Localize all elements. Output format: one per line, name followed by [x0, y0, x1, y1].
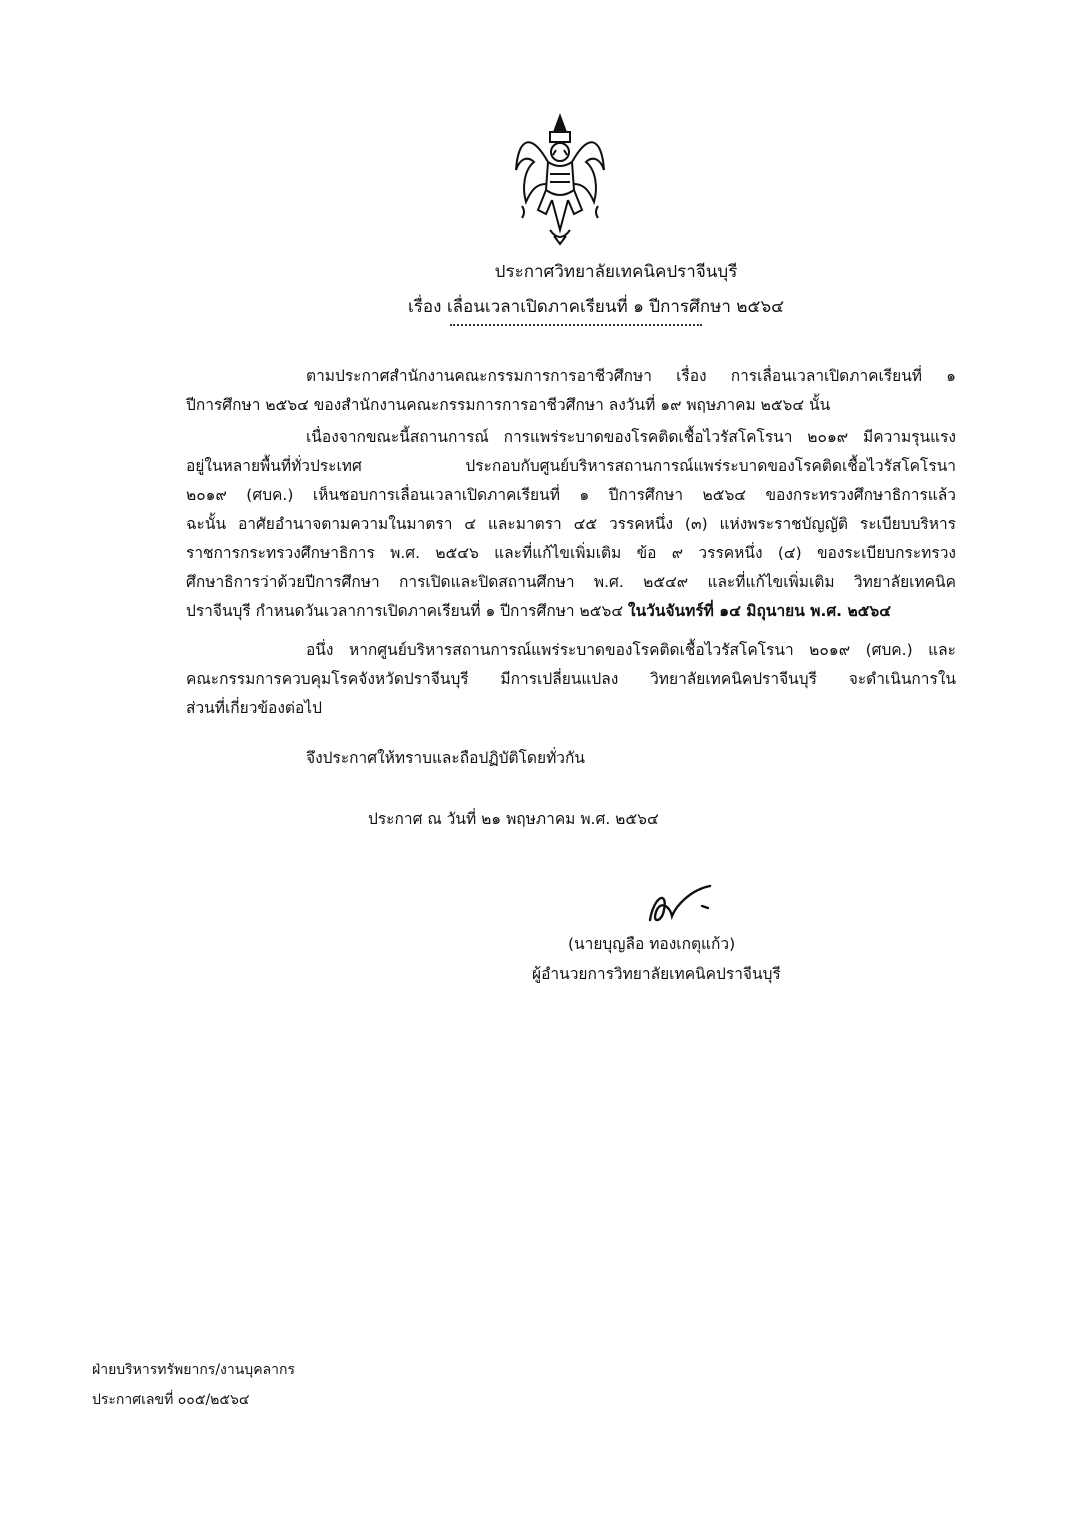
paragraph-notice	[186, 636, 956, 723]
signer-name: (นายบุญลือ ทองเกตุแก้ว)	[568, 935, 736, 953]
paragraph-line-opening-date	[186, 597, 956, 626]
paragraph-line: อยู่ในหลายพื้นที่ทั่วประเทศ ประกอบกับศูนย์บริหารสถานการณ์แพร่ระบาดของโรคติดเชื้อไวรัสโคโรนา	[186, 457, 956, 475]
garuda-emblem-icon	[510, 110, 610, 250]
opening-date-highlight: ในวันจันทร์ที่ ๑๔ มิถุนายน พ.ศ. ๒๕๖๔	[628, 602, 891, 620]
announcement-date: ประกาศ ณ วันที่ ๒๑ พฤษภาคม พ.ศ. ๒๕๖๔	[368, 810, 659, 828]
paragraph-line: ฉะนั้น อาศัยอำนาจตามความในมาตรา ๔ และมาตรา ๔๕ วรรคหนึ่ง (๓) แห่งพระราชบัญญัติ ระเบียบบริหาร	[186, 515, 956, 533]
signer-title: ผู้อำนวยการวิทยาลัยเทคนิคปราจีนบุรี	[532, 965, 781, 983]
footer-announcement-number: ประกาศเลขที่ ๐๐๕/๒๕๖๔	[92, 1392, 250, 1408]
paragraph-line: ตามประกาศสำนักงานคณะกรรมการการอาชีวศึกษา เรื่อง การเลื่อนเวลาเปิดภาคเรียนที่ ๑	[306, 367, 956, 385]
title-divider	[450, 324, 702, 326]
announcement-title: ประกาศวิทยาลัยเทคนิคปราจีนบุรี	[494, 262, 738, 282]
paragraph-reference	[186, 362, 956, 420]
paragraph-line: ส่วนที่เกี่ยวข้องต่อไป	[186, 699, 322, 717]
paragraph-line: อนึ่ง หากศูนย์บริหารสถานการณ์แพร่ระบาดของโรคติดเชื้อไวรัสโคโรนา ๒๐๑๙ (ศบค.) และ	[306, 641, 956, 659]
paragraph-line: ปีการศึกษา ๒๕๖๔ ของสำนักงานคณะกรรมการการอาชีวศึกษา ลงวันที่ ๑๙ พฤษภาคม ๒๕๖๔ นั้น	[186, 396, 831, 414]
signature-icon	[640, 876, 730, 932]
paragraph-reason	[186, 423, 956, 626]
opening-date-prefix: ปราจีนบุรี กำหนดวันเวลาการเปิดภาคเรียนที่ ๑ ปีการศึกษา ๒๕๖๔	[186, 602, 628, 620]
paragraph-line: เนื่องจากขณะนี้สถานการณ์ การแพร่ระบาดของโรคติดเชื้อไวรัสโคโรนา ๒๐๑๙ มีความรุนแรง	[306, 428, 956, 446]
paragraph-line: ราชการกระทรวงศึกษาธิการ พ.ศ. ๒๕๔๖ และที่แก้ไขเพิ่มเติม ข้อ ๙ วรรคหนึ่ง (๔) ของระเบียบกระทรวง	[186, 544, 956, 562]
paragraph-line: คณะกรรมการควบคุมโรคจังหวัดปราจีนบุรี มีการเปลี่ยนแปลง วิทยาลัยเทคนิคปราจีนบุรี จะดำเนินการใน	[186, 670, 956, 688]
paragraph-line: ศึกษาธิการว่าด้วยปีการศึกษา การเปิดและปิดสถานศึกษา พ.ศ. ๒๕๔๙ และที่แก้ไขเพิ่มเติม วิทยาลัยเทคนิค	[186, 573, 956, 591]
conclusion-text: จึงประกาศให้ทราบและถือปฏิบัติโดยทั่วกัน	[306, 749, 585, 767]
footer-department: ฝ่ายบริหารทรัพยากร/งานบุคลากร	[92, 1362, 295, 1378]
announcement-subject: เรื่อง เลื่อนเวลาเปิดภาคเรียนที่ ๑ ปีการศึกษา ๒๕๖๔	[407, 297, 785, 317]
paragraph-line: ๒๐๑๙ (ศบค.) เห็นชอบการเลื่อนเวลาเปิดภาคเรียนที่ ๑ ปีการศึกษา ๒๕๖๔ ของกระทรวงศึกษาธิการแล้ว	[186, 486, 956, 504]
